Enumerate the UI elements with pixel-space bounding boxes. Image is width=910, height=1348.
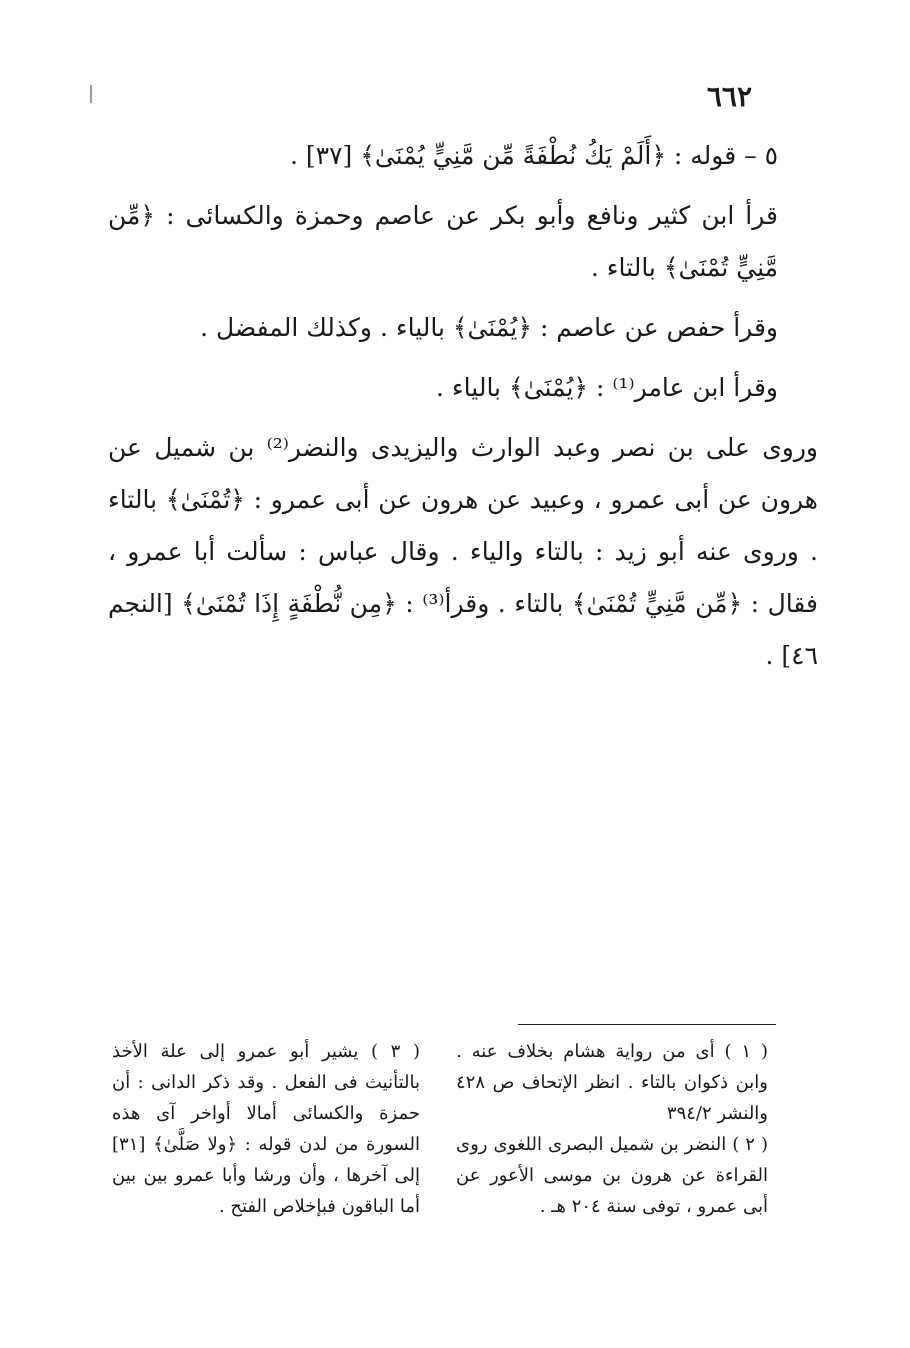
footnote-separator — [518, 1024, 776, 1025]
paragraph-2: وقرأ حفص عن عاصم : ﴿يُمْنَىٰ﴾ بالياء . وكذلك المفضل . — [200, 313, 778, 342]
paragraph-3: وقرأ ابن عامر⁽¹⁾ : ﴿يُمْنَىٰ﴾ بالياء . — [436, 373, 778, 402]
footnotes-right-column — [456, 1036, 768, 1222]
footnotes-left-column — [112, 1036, 420, 1222]
paragraph-1: قرأ ابن كثير ونافع وأبو بكر عن عاصم وحمزة والكسائى : ﴿مِّن مَّنِيٍّ تُمْنَىٰ﴾ بالتاء . — [108, 201, 778, 282]
margin-mark — [90, 85, 92, 103]
paragraph-4: وروى على بن نصر وعبد الوارث واليزيدى والنضر⁽²⁾ بن شميل عن هرون عن أبى عمرو ، وعبيد عن هرون عن أبى عمرو : ﴿تُمْنَىٰ﴾ بالتاء . وروى عنه أبو زيد : بالتاء والياء . وقال عباس : سألت أبا عمرو ، فقال : ﴿مِّن مَّنِيٍّ تُمْنَىٰ﴾ بالتاء . وقرأ⁽³⁾ : ﴿مِن نُّطْفَةٍ إِذَا تُمْنَىٰ﴾ [النجم ٤٦] . — [108, 433, 819, 670]
verse-heading: ٥ – قوله : ﴿أَلَمْ يَكُ نُطْفَةً مِّن مَّنِيٍّ يُمْنَىٰ﴾ [٣٧] . — [289, 141, 778, 170]
footnote-1: ( ١ ) أى من رواية هشام بخلاف عنه . وابن ذكوان بالتاء . انظر الإتحاف ص ٤٢٨ والنشر ٣٩٤/٢ — [456, 1041, 768, 1124]
page-number: ٦٦٢ — [706, 80, 752, 113]
footnote-2: ( ٢ ) النضر بن شميل البصرى اللغوى روى القراءة عن هرون بن موسى الأعور عن أبى عمرو ، توفى سنة ٢٠٤ هـ . — [456, 1134, 768, 1217]
footnote-3: ( ٣ ) يشير أبو عمرو إلى علة الأخذ بالتأنيث فى الفعل . وقد ذكر الدانى : أن حمزة والكسائى أمالا أواخر آى هذه السورة من لدن قوله : ﴿ولا صَلَّىٰ﴾ [٣١] إلى آخرها ، وأن ورشا وأبا عمرو بين بين أما الباقون فبإخلاص الفتح . — [112, 1041, 421, 1217]
main-text — [108, 130, 818, 682]
